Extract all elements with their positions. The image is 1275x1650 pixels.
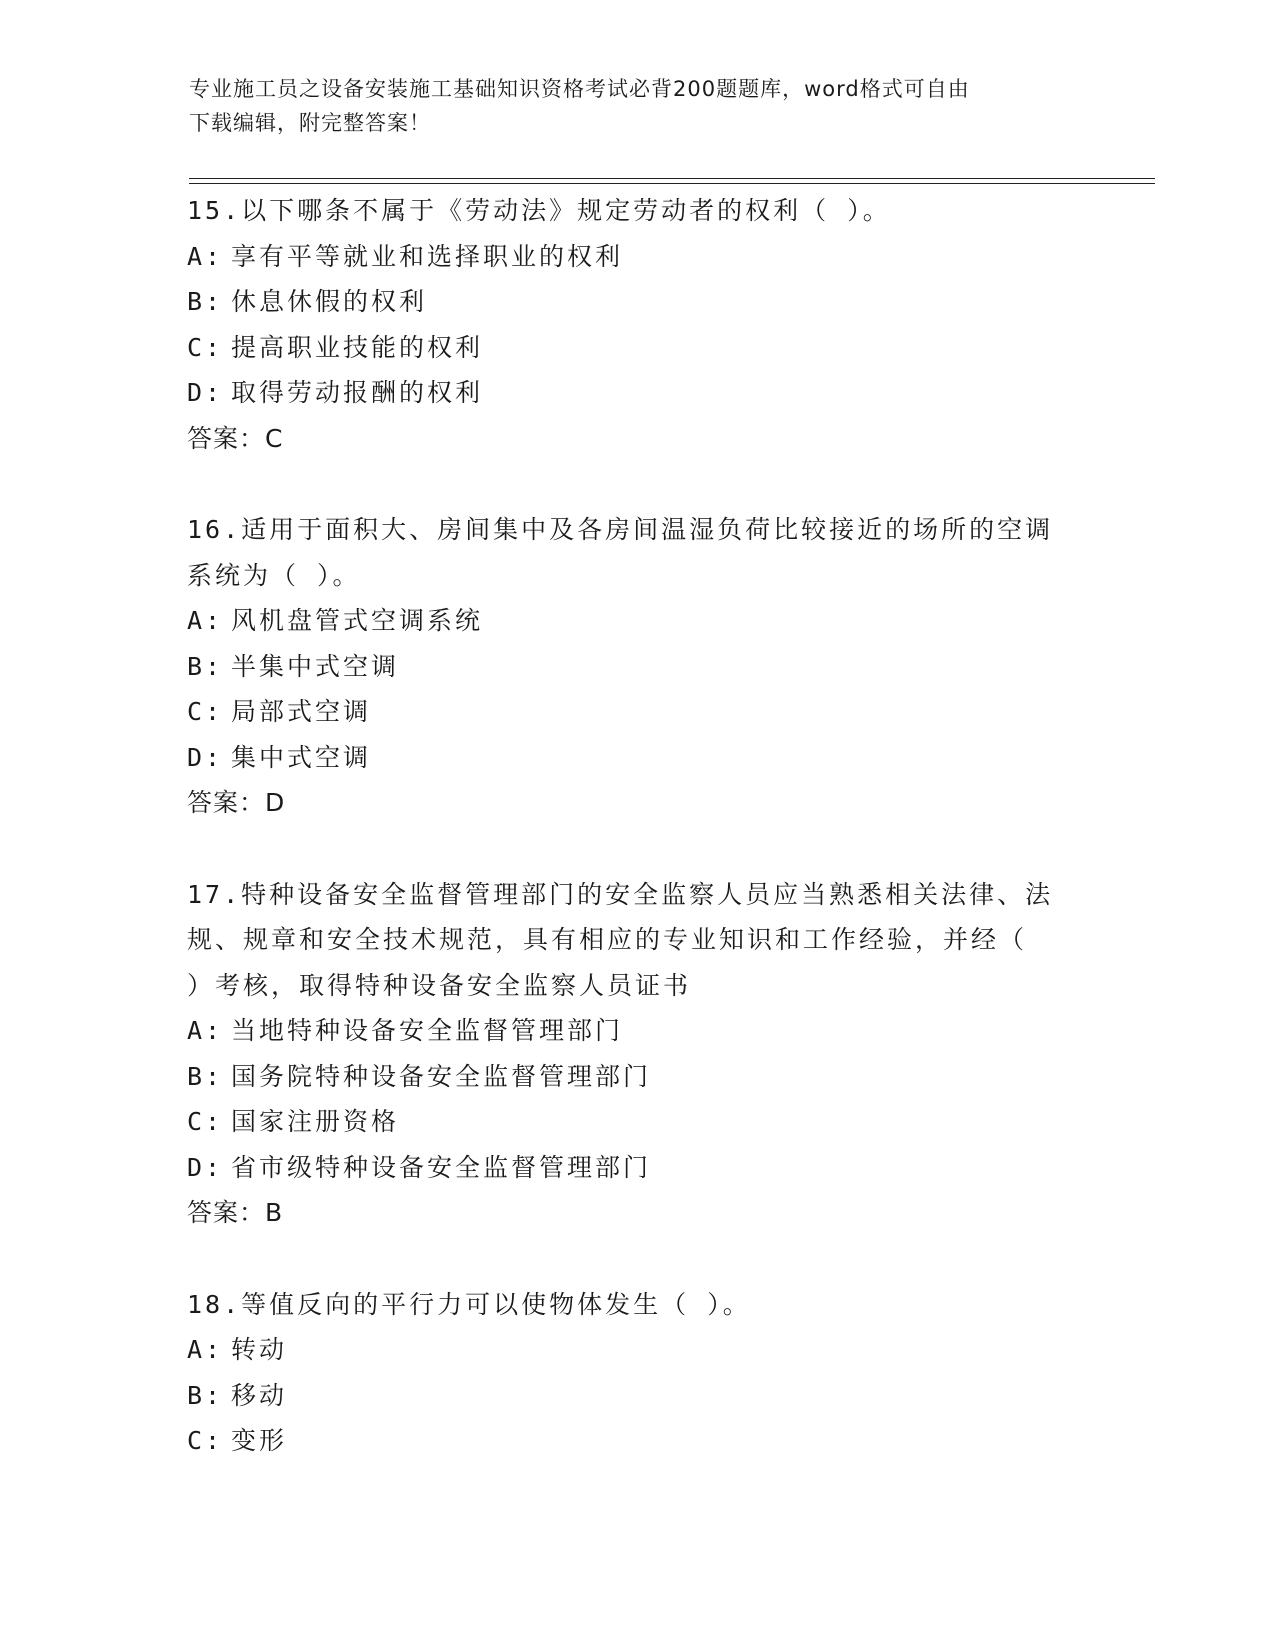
option-letter: C: bbox=[187, 1426, 224, 1455]
option-letter: D: bbox=[187, 742, 224, 772]
option-text: 省市级特种设备安全监督管理部门 bbox=[231, 1152, 652, 1182]
option-letter: A: bbox=[187, 1335, 224, 1364]
answer-option bbox=[187, 1418, 1087, 1464]
option-letter: A: bbox=[187, 241, 224, 271]
option-text: 半集中式空调 bbox=[231, 651, 400, 681]
option-letter: D: bbox=[187, 378, 224, 407]
question-text: 规、规章和安全技术规范，具有相应的专业知识和工作经验，并经（ bbox=[187, 925, 1028, 954]
answer-option bbox=[187, 689, 1087, 735]
question-text: 系统为（ ）。 bbox=[187, 560, 361, 590]
question-block bbox=[187, 188, 1087, 461]
header-divider-top bbox=[189, 178, 1155, 179]
answer-option bbox=[187, 1373, 1087, 1419]
header-line-1: 专业施工员之设备安装施工基础知识资格考试必背200题题库，word格式可自由 bbox=[189, 77, 970, 101]
option-text: 局部式空调 bbox=[231, 697, 372, 726]
answer-option bbox=[187, 1008, 1087, 1054]
answer-key: 答案：D bbox=[187, 788, 286, 817]
option-letter: C: bbox=[187, 1107, 224, 1136]
answer-option bbox=[187, 325, 1087, 371]
question-text: 17.特种设备安全监督管理部门的安全监察人员应当熟悉相关法律、法 bbox=[187, 879, 1054, 909]
option-text: 国务院特种设备安全监督管理部门 bbox=[231, 1061, 652, 1091]
header-line-2: 下载编辑，附完整答案！ bbox=[189, 111, 431, 135]
document-header bbox=[189, 72, 1089, 140]
option-letter: C: bbox=[187, 332, 224, 362]
question-text: 16.适用于面积大、房间集中及各房间温湿负荷比较接近的场所的空调 bbox=[187, 515, 1054, 544]
answer-option bbox=[187, 1099, 1087, 1145]
answer-option bbox=[187, 1054, 1087, 1100]
option-letter: A: bbox=[187, 1016, 224, 1045]
option-text: 取得劳动报酬的权利 bbox=[231, 378, 484, 407]
answer-option bbox=[187, 735, 1087, 781]
option-text: 集中式空调 bbox=[231, 742, 372, 772]
option-letter: D: bbox=[187, 1152, 224, 1182]
question-block bbox=[187, 1282, 1087, 1464]
option-text: 变形 bbox=[231, 1426, 288, 1455]
option-text: 当地特种设备安全监督管理部门 bbox=[231, 1016, 624, 1045]
option-text: 提高职业技能的权利 bbox=[231, 332, 484, 362]
header-divider-bottom bbox=[189, 183, 1155, 184]
option-letter: A: bbox=[187, 606, 224, 635]
question-text: 15.以下哪条不属于《劳动法》规定劳动者的权利（ ）。 bbox=[187, 196, 891, 225]
answer-option bbox=[187, 370, 1087, 416]
answer-option bbox=[187, 1327, 1087, 1373]
option-text: 移动 bbox=[231, 1380, 288, 1410]
question-block bbox=[187, 507, 1087, 826]
answer-option bbox=[187, 1145, 1087, 1191]
answer-option bbox=[187, 644, 1087, 690]
option-text: 风机盘管式空调系统 bbox=[231, 606, 484, 635]
answer-key: 答案：C bbox=[187, 423, 284, 453]
option-text: 转动 bbox=[231, 1335, 288, 1364]
answer-option bbox=[187, 598, 1087, 644]
option-letter: B: bbox=[187, 651, 224, 681]
option-text: 休息休假的权利 bbox=[231, 287, 428, 316]
option-letter: C: bbox=[187, 697, 224, 726]
option-text: 国家注册资格 bbox=[231, 1107, 400, 1136]
question-text: ）考核，取得特种设备安全监察人员证书 bbox=[187, 970, 692, 1000]
option-letter: B: bbox=[187, 287, 224, 316]
question-text: 18.等值反向的平行力可以使物体发生（ ）。 bbox=[187, 1289, 751, 1319]
option-letter: B: bbox=[187, 1061, 224, 1091]
answer-option bbox=[187, 234, 1087, 280]
answer-option bbox=[187, 279, 1087, 325]
option-letter: B: bbox=[187, 1380, 224, 1410]
option-text: 享有平等就业和选择职业的权利 bbox=[231, 241, 624, 271]
question-block bbox=[187, 872, 1087, 1236]
question-list bbox=[187, 188, 1087, 1510]
answer-key: 答案：B bbox=[187, 1198, 284, 1227]
